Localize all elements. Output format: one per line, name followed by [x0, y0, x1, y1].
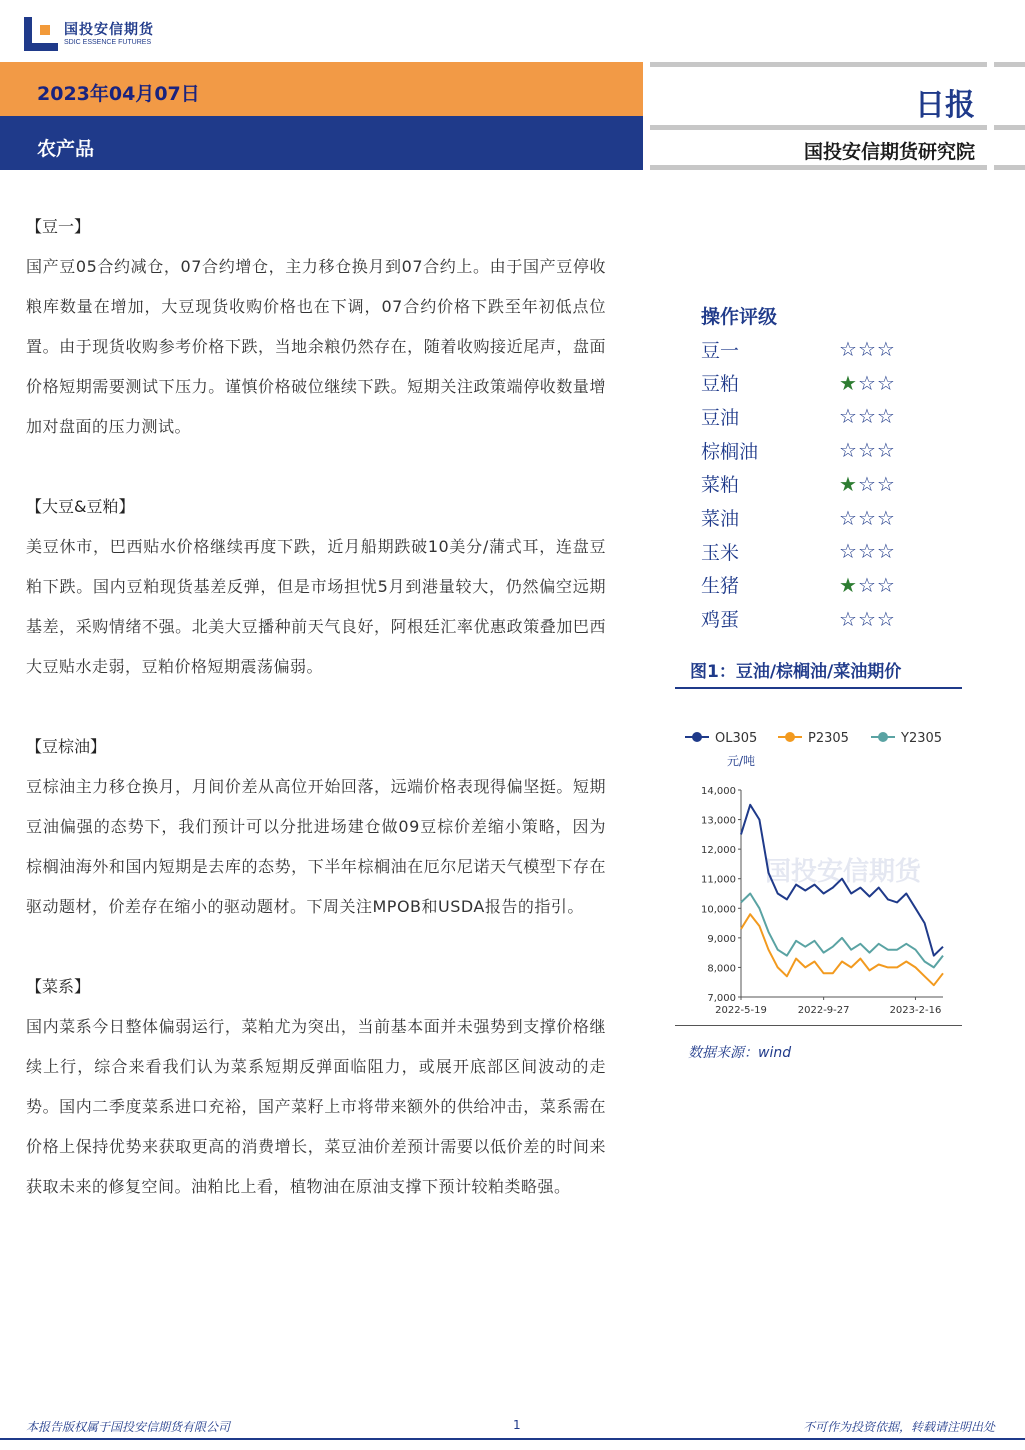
copyright-notice: 本报告版权属于国投安信期货有限公司 [26, 1420, 231, 1434]
section-rapeseed [26, 967, 606, 1207]
divider [994, 165, 1025, 170]
rating-row [701, 602, 896, 636]
star-filled-icon: ★ [839, 370, 858, 395]
chart-watermark: 国投安信期货 [765, 857, 922, 887]
rating-stars [839, 404, 896, 428]
legend-marker [878, 732, 888, 742]
star-empty-icon: ☆ [876, 505, 896, 530]
divider [994, 125, 1025, 130]
rating-product-name: 豆油 [701, 406, 740, 429]
star-empty-icon: ☆ [857, 505, 877, 530]
logo-mark-icon [24, 17, 58, 51]
rating-product-name: 鸡蛋 [701, 609, 740, 632]
star-empty-icon: ☆ [857, 606, 877, 631]
y-tick-label: 10,000 [701, 904, 736, 916]
rating-product-name: 豆一 [701, 339, 740, 362]
footer-rule [0, 1438, 1025, 1440]
y-tick-label: 7,000 [707, 993, 736, 1004]
rating-row [701, 467, 896, 501]
star-empty-icon: ☆ [876, 337, 896, 361]
rating-row [701, 534, 896, 568]
legend-label: OL305 [715, 731, 758, 746]
section-soy-palm-oil [26, 727, 606, 927]
rating-product-name: 菜粕 [701, 474, 740, 497]
legend-label: Y2305 [901, 731, 943, 746]
rating-product-name: 棕榈油 [701, 440, 759, 463]
figure-title: 图1：豆油/棕榈油/菜油期价 [690, 662, 902, 682]
star-empty-icon: ☆ [857, 337, 877, 361]
star-empty-icon: ☆ [857, 539, 877, 564]
divider [650, 125, 987, 130]
report-type: 日报 [915, 88, 975, 123]
rating-row [701, 399, 896, 433]
legend-marker [785, 732, 795, 742]
rating-row [701, 332, 896, 366]
rating-row [701, 568, 896, 602]
rating-stars [839, 371, 896, 395]
section-soybean-meal [26, 487, 606, 687]
page-number: 1 [513, 1418, 521, 1432]
star-empty-icon: ☆ [839, 505, 858, 530]
rating-stars [839, 337, 896, 361]
star-empty-icon: ☆ [876, 572, 896, 597]
y-tick-label: 14,000 [701, 786, 736, 797]
logo-name-en: SDIC ESSENCE FUTURES [64, 38, 152, 46]
star-empty-icon: ☆ [876, 404, 896, 429]
rating-stars [839, 506, 896, 530]
legend-marker [692, 732, 702, 742]
rating-product-name: 生猪 [701, 575, 740, 598]
star-empty-icon: ☆ [839, 606, 858, 631]
star-empty-icon: ☆ [876, 606, 896, 631]
rating-product-name: 玉米 [701, 541, 740, 564]
legend-label: P2305 [808, 731, 849, 746]
star-empty-icon: ☆ [857, 370, 877, 395]
star-empty-icon: ☆ [876, 471, 896, 496]
divider [650, 165, 987, 170]
section-heading: 【菜系】 [26, 977, 91, 996]
section-body: 国内菜系今日整体偏弱运行，菜粕尤为突出，当前基本面并未强势到支撑价格继续上行，综合来看我们认为菜系短期反弹面临阻力，或展开底部区间波动的走势。国内二季度菜系进口充裕，国产菜籽上市将带来额外的供给冲击，菜系需在价格上保持优势来获取更高的消费增长，菜豆油价差预计需要以低价差的时间来获取未来的修复空间。油粕比上看，植物油在原油支撑下预计较粕类略强。 [26, 1017, 606, 1196]
divider [994, 62, 1025, 67]
rating-stars [839, 472, 896, 496]
rating-stars [839, 573, 896, 597]
price-line-chart [675, 720, 962, 1020]
y-tick-label: 9,000 [707, 933, 736, 945]
star-empty-icon: ☆ [876, 438, 896, 463]
star-empty-icon: ☆ [857, 438, 877, 463]
y-tick-label: 11,000 [701, 874, 736, 886]
star-filled-icon: ★ [839, 471, 858, 496]
section-body: 豆棕油主力移仓换月，月间价差从高位开始回落，远端价格表现得偏坚挺。短期豆油偏强的态势下，我们预计可以分批进场建仓做09豆棕价差缩小策略，因为棕榈油海外和国内短期是去库的态势，下半年棕榈油在厄尔尼诺天气模型下存在驱动题材，价差存在缩小的驱动题材。下周关注MPOB和USDA报告的指引。 [26, 777, 606, 916]
disclaimer-notice: 不可作为投资依据，转载请注明出处 [802, 1420, 995, 1434]
section-heading: 【豆棕油】 [26, 737, 107, 756]
x-tick-label: 2022-5-19 [715, 1005, 767, 1016]
logo-name-cn: 国投安信期货 [64, 21, 154, 38]
rating-stars [839, 607, 896, 631]
commentary-column [26, 207, 606, 1207]
rating-row [701, 501, 896, 535]
x-tick-label: 2022-9-27 [797, 1005, 850, 1016]
star-empty-icon: ☆ [839, 337, 858, 361]
star-empty-icon: ☆ [876, 539, 896, 564]
rating-title: 操作评级 [701, 306, 778, 328]
section-heading: 【豆一】 [26, 217, 91, 236]
report-category: 农产品 [37, 138, 95, 160]
y-tick-label: 8,000 [707, 963, 736, 975]
y-axis-label: 元/吨 [727, 754, 756, 768]
rating-stars [839, 539, 896, 563]
section-body: 美豆休市，巴西贴水价格继续再度下跌，近月船期跌破10美分/蒲式耳，连盘豆粕下跌。国内豆粕现货基差反弹，但是市场担忧5月到港量较大，仍然偏空远期基差，采购情绪不强。北美大豆播种前天气良好，阿根廷汇率优惠政策叠加巴西大豆贴水走弱，豆粕价格短期震荡偏弱。 [26, 537, 606, 676]
star-empty-icon: ☆ [857, 471, 877, 496]
series-line-P2305 [741, 914, 943, 985]
section-body: 国产豆05合约减仓，07合约增仓，主力移仓换月到07合约上。由于国产豆停收粮库数量在增加，大豆现货收购价格也在下调，07合约价格下跌至年初低点位置。由于现货收购参考价格下跌，当地余粮仍然存在，随着收购接近尾声，盘面价格短期需要测试下压力。谨慎价格破位继续下跌。短期关注政策端停收数量增加对盘面的压力测试。 [26, 257, 606, 436]
company-logo [24, 16, 154, 52]
section-soybean-one [26, 207, 606, 447]
figure-source: 数据来源：wind [688, 1045, 792, 1061]
star-empty-icon: ☆ [839, 539, 858, 564]
category-band [0, 116, 643, 170]
figure-bottom-rule [675, 1025, 962, 1026]
y-tick-label: 13,000 [701, 815, 736, 827]
star-empty-icon: ☆ [857, 572, 877, 597]
rating-row [701, 366, 896, 400]
y-tick-label: 12,000 [701, 845, 736, 857]
star-empty-icon: ☆ [839, 404, 858, 429]
star-empty-icon: ☆ [876, 370, 896, 395]
rating-product-name: 豆粕 [701, 373, 740, 396]
star-filled-icon: ★ [839, 572, 858, 597]
rating-stars [839, 438, 896, 462]
rating-row [701, 433, 896, 467]
x-tick-label: 2023-2-16 [889, 1005, 942, 1016]
report-date: 2023年04月07日 [37, 83, 200, 105]
star-empty-icon: ☆ [839, 438, 858, 463]
figure-title-rule [675, 687, 962, 689]
divider [650, 62, 987, 67]
rating-product-name: 菜油 [701, 508, 740, 530]
section-heading: 【大豆&豆粕】 [26, 497, 135, 516]
star-empty-icon: ☆ [857, 404, 877, 429]
institute-name: 国投安信期货研究院 [803, 141, 975, 163]
